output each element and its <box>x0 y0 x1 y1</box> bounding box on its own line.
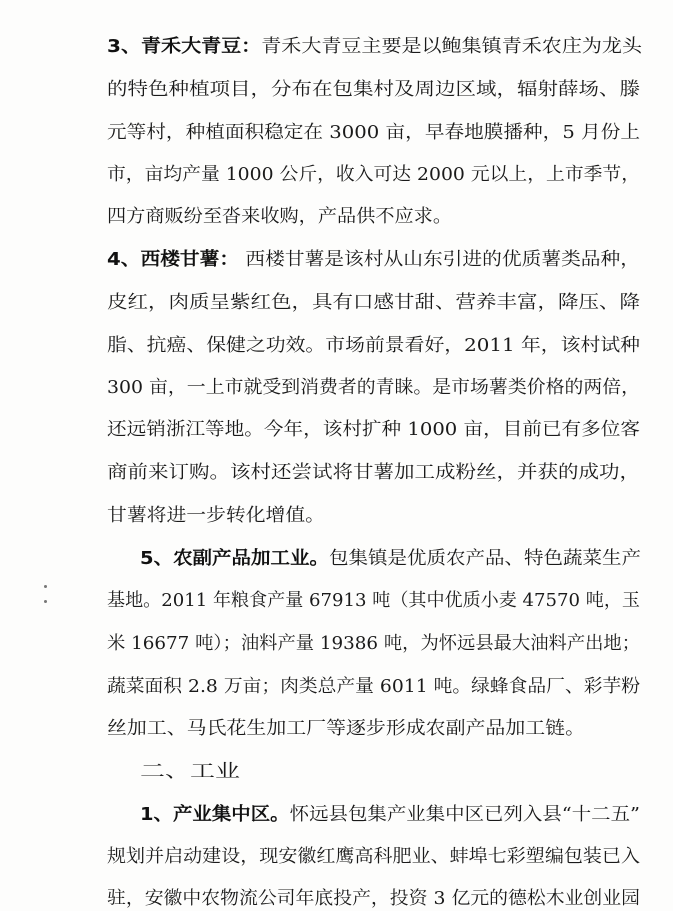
body-text: 包集镇是优质农产品、特色蔬菜生产 <box>329 548 641 569</box>
text-line <box>107 461 640 485</box>
heading-text: 5、农副产品加工业。 <box>140 548 330 569</box>
body-text: 脂、抗癌、保健之功效。市场前景看好，2011 年，该村试种 <box>107 335 640 356</box>
heading-text: 4、西楼甘薯： <box>107 249 240 270</box>
text-line <box>140 803 640 827</box>
body-text: 的特色种植项目，分布在包集村及周边区域，辐射薛场、滕 <box>107 79 640 100</box>
text-line <box>107 887 640 911</box>
body-text: 怀远县包集产业集中区已列入县“十二五” <box>289 804 640 825</box>
body-text: 规划并启动建设，现安徽红鹰高科肥业、蚌埠七彩塑编包装已入 <box>107 846 640 867</box>
text-line <box>107 504 325 528</box>
body-text: 市，亩均产量 1000 公斤，收入可达 2000 元以上，上市季节， <box>107 164 640 185</box>
heading-text: 3、青禾大青豆： <box>107 36 262 57</box>
body-text: 驻，安徽中农物流公司年底投产，投资 3 亿元的德松木业创业园 <box>107 888 640 909</box>
body-text: 甘薯将进一步转化增值。 <box>107 505 325 526</box>
text-line <box>107 589 640 613</box>
body-text: 皮红，肉质呈紫红色，具有口感甘甜、营养丰富，降压、降 <box>107 292 640 313</box>
text-line <box>107 35 642 59</box>
text-line <box>107 632 640 656</box>
body-text: 米 16677 吨）；油料产量 19386 吨，为怀远县最大油料产出地； <box>107 633 640 654</box>
text-line <box>107 291 640 315</box>
text-line <box>107 376 640 400</box>
scan-speck <box>44 600 47 603</box>
text-line <box>107 163 640 187</box>
text-line <box>107 121 640 145</box>
body-text: 基地。2011 年粮食产量 67913 吨（其中优质小麦 47570 吨，玉 <box>107 590 640 611</box>
text-line <box>107 78 640 102</box>
text-line <box>107 418 640 442</box>
body-text: 丝加工、马氏花生加工厂等逐步形成农副产品加工链。 <box>107 718 585 739</box>
body-text: 青禾大青豆主要是以鲍集镇青禾农庄为龙头 <box>261 36 642 57</box>
text-line <box>107 675 640 699</box>
scan-speck <box>44 585 47 588</box>
body-text: 西楼甘薯是该村从山东引进的优质薯类品种， <box>239 249 640 270</box>
text-line <box>107 717 585 741</box>
text-line <box>140 760 240 784</box>
text-line <box>140 547 641 571</box>
heading-text: 1、产业集中区。 <box>140 804 290 825</box>
body-text: 四方商贩纷至沓来收购，产品供不应求。 <box>107 206 452 227</box>
text-line <box>107 205 452 229</box>
body-text: 300 亩，一上市就受到消费者的青睐。是市场薯类价格的两倍， <box>107 377 640 398</box>
text-line <box>107 845 640 869</box>
body-text: 还远销浙江等地。今年，该村扩种 1000 亩，目前已有多位客 <box>107 419 640 440</box>
body-text: 元等村，种植面积稳定在 3000 亩，早春地膜播种，5 月份上 <box>107 122 640 143</box>
body-text: 二、工业 <box>140 761 240 782</box>
body-text: 商前来订购。该村还尝试将甘薯加工成粉丝，并获的成功， <box>107 462 640 483</box>
text-line <box>107 334 640 358</box>
body-text: 蔬菜面积 2.8 万亩；肉类总产量 6011 吨。绿蜂食品厂、彩芋粉 <box>107 676 640 697</box>
text-line <box>107 248 640 272</box>
